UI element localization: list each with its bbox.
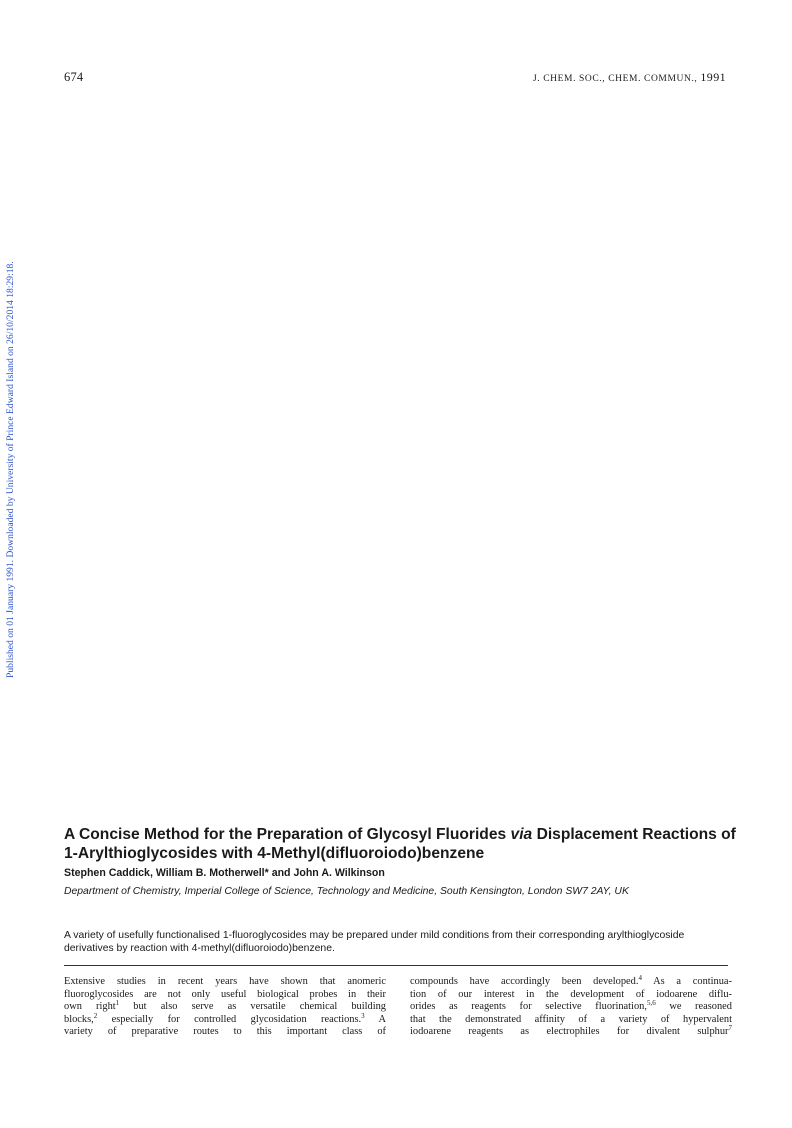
citation: 2 bbox=[93, 1011, 98, 1020]
download-watermark: Published on 01 January 1991. Downloaded by University of Prince Edward Island on 26/10/2014 18:29:18. bbox=[5, 261, 16, 678]
citation: 7 bbox=[728, 1024, 732, 1033]
title-part-1: A Concise Method for the Preparation of Glycosyl Fluorides bbox=[64, 826, 507, 843]
body-line: compounds have accordingly been developed.$^4$ As a continua- bbox=[410, 974, 732, 987]
body-line: blocks,$^2$ especially for controlled glycosidation reactions.$^3$ A bbox=[64, 1011, 386, 1025]
running-head bbox=[533, 70, 726, 85]
body-line: Extensive studies in recent years have shown that anomeric bbox=[64, 976, 386, 987]
body-line: fluoroglycosides are not only useful biological probes in their bbox=[64, 988, 386, 1000]
affiliation: Department of Chemistry, Imperial College of Science, Technology and Medicine, South Kensington, London SW7 2AY, UK bbox=[64, 886, 629, 897]
citation: 4 bbox=[638, 974, 642, 982]
abstract: A variety of usefully functionalised 1-fluoroglycosides may be prepared under mild conditions from their corresponding arylthioglycoside derivatives by reaction with 4-methyl(difluoroiodo)benzene. bbox=[64, 930, 685, 954]
body-line: that the demonstrated affinity of a variety of hypervalent bbox=[410, 1013, 732, 1025]
authors: Stephen Caddick, William B. Motherwell* and John A. Wilkinson bbox=[64, 867, 385, 879]
body-line: iodoarene reagents as electrophiles for divalent sulphur$^7$ bbox=[410, 1024, 732, 1038]
journal-name: J. CHEM. SOC., CHEM. COMMUN., bbox=[532, 74, 698, 84]
body-column-left bbox=[64, 976, 386, 1039]
abstract-divider bbox=[64, 965, 728, 966]
body-line: variety of preparative routes to this important class of bbox=[64, 1026, 386, 1038]
body-line: orides as reagents for selective fluorination,$^{5,6}$ we reasoned bbox=[410, 999, 732, 1013]
citation: 3 bbox=[361, 1011, 365, 1020]
journal-year: 1991 bbox=[700, 70, 726, 84]
body-line: tion of our interest in the development of iodoarene diflu- bbox=[410, 988, 732, 1000]
title-via: via bbox=[510, 826, 533, 843]
title-part-2: Displacement Reactions of 1-Arylthioglycosides with 4-Methyl(difluoroiodo)benzene bbox=[64, 826, 736, 862]
body-column-right bbox=[410, 976, 732, 1039]
citation: 5,6 bbox=[646, 999, 656, 1008]
citation: 1 bbox=[115, 999, 120, 1008]
page-number: 674 bbox=[64, 70, 84, 84]
article-title bbox=[64, 825, 744, 863]
body-line: own right$^1$ but also serve as versatile chemical building bbox=[64, 999, 386, 1013]
